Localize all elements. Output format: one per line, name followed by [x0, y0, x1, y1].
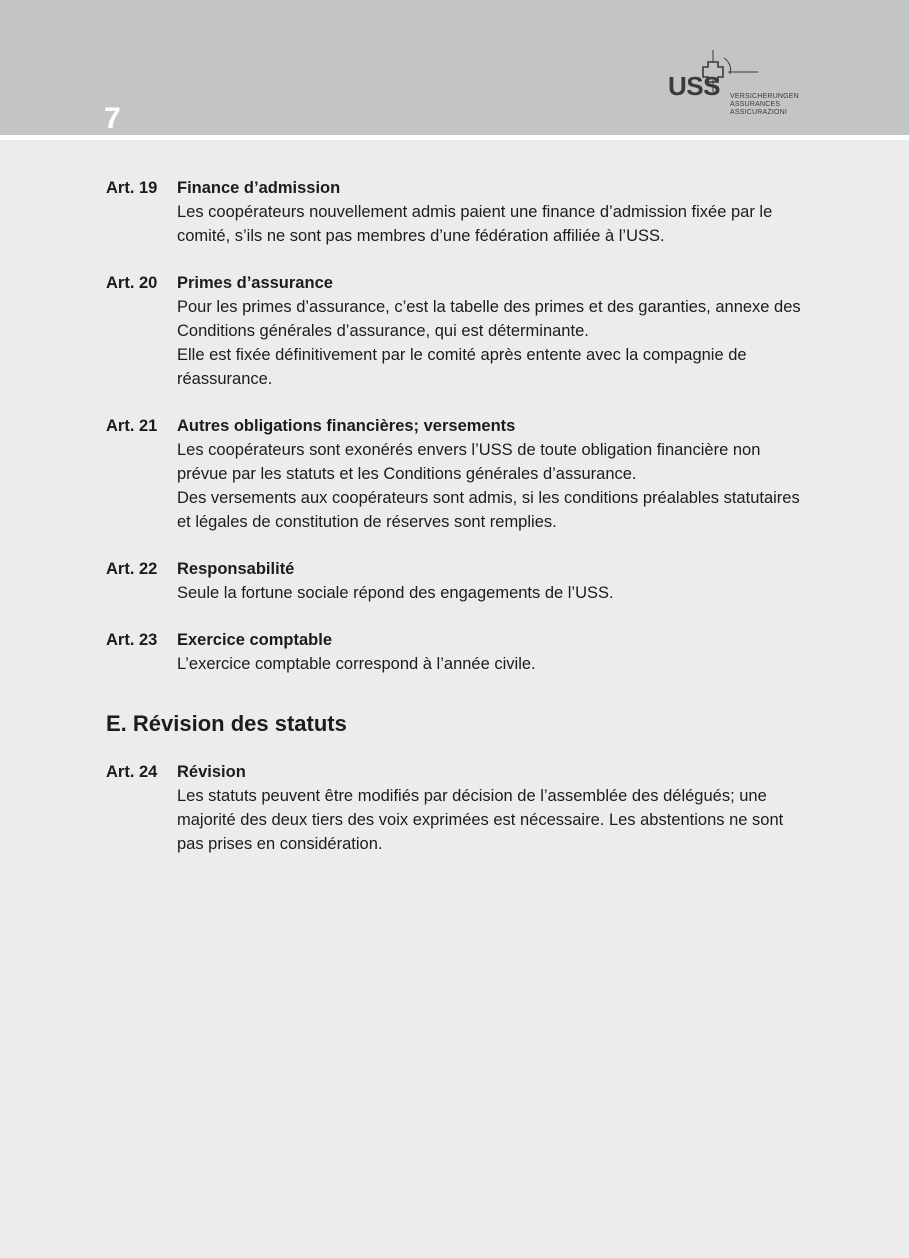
- logo-tagline: [730, 93, 799, 117]
- article-20: [106, 271, 806, 391]
- article-24: [106, 760, 806, 856]
- document-body: [106, 176, 806, 879]
- logo-line-2: ASSURANCES: [730, 101, 781, 108]
- article-number: Art. 19: [106, 179, 158, 197]
- article-title: Révision: [177, 763, 246, 781]
- article-paragraph: Les statuts peuvent être modifiés par décision de l’assemblée des délégués; une majorité des deux tiers des voix exprimées est nécessaire. Les abstentions ne sont pas prises en considération.: [177, 787, 784, 853]
- logo-line-1: VERSICHERUNGEN: [730, 93, 799, 100]
- article-title: Autres obligations financières; versements: [177, 417, 516, 435]
- article-title: Responsabilité: [177, 560, 295, 578]
- page-number: 7: [104, 102, 121, 135]
- article-title: Primes d’assurance: [177, 274, 333, 292]
- logo-line-3: ASSICURAZIONI: [730, 109, 788, 116]
- article-title: Finance d’admission: [177, 179, 341, 197]
- article-title: Exercice comptable: [177, 631, 332, 649]
- article-number: Art. 22: [106, 560, 158, 578]
- article-paragraph: L’exercice comptable correspond à l’année civile.: [177, 655, 536, 673]
- article-paragraph: Des versements aux coopérateurs sont admis, si les conditions préalables statutaires et légales de constitution de réserves sont remplies.: [177, 489, 800, 531]
- uss-logo: [668, 48, 813, 120]
- article-paragraph: Pour les primes d’assurance, c’est la tabelle des primes et des garanties, annexe des Conditions générales d’assurance, qui est déterminante.: [177, 298, 801, 340]
- article-19: [106, 176, 806, 248]
- logo-wordmark: USS: [668, 71, 720, 101]
- article-23: [106, 628, 806, 676]
- article-number: Art. 24: [106, 763, 158, 781]
- section-heading: E. Révision des statuts: [106, 711, 347, 736]
- article-paragraph: Seule la fortune sociale répond des engagements de l’USS.: [177, 584, 614, 602]
- article-paragraph: Les coopérateurs sont exonérés envers l’USS de toute obligation financière non prévue par les statuts et les Conditions générales d’assurance.: [177, 441, 761, 483]
- header-divider: [0, 135, 909, 140]
- article-21: [106, 414, 806, 534]
- article-number: Art. 21: [106, 417, 158, 435]
- article-22: [106, 557, 806, 605]
- article-paragraph: Elle est fixée définitivement par le comité après entente avec la compagnie de réassurance.: [177, 346, 747, 388]
- article-paragraph: Les coopérateurs nouvellement admis paient une finance d’admission fixée par le comité, s’ils ne sont pas membres d’une fédération affiliée à l’USS.: [177, 203, 773, 245]
- article-number: Art. 23: [106, 631, 158, 649]
- article-number: Art. 20: [106, 274, 158, 292]
